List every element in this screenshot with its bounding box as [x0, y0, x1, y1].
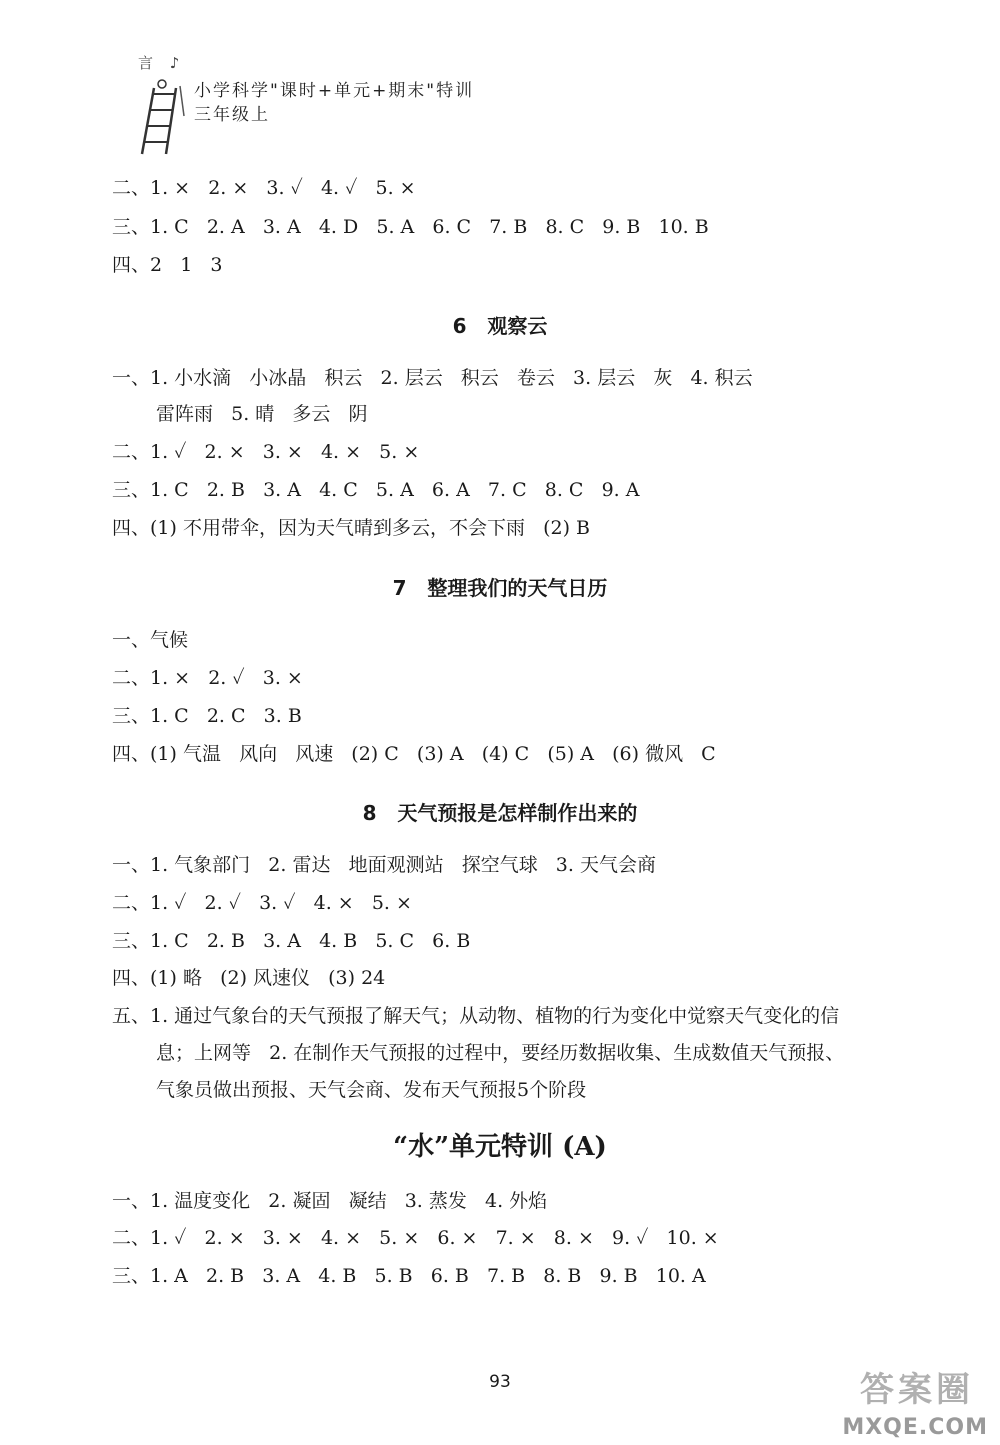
answer-line-continued: 气象员做出预报、天气会商、发布天气预报5个阶段 [156, 1079, 587, 1101]
answer-line: 四、2 1 3 [112, 254, 223, 276]
answer-line: 三、1. C 2. C 3. B [112, 705, 302, 727]
answer-line: 三、1. A 2. B 3. A 4. B 5. B 6. B 7. B 8. B 9. B 10. A [112, 1265, 706, 1287]
answer-line: 二、1. × 2. ✓ 3. × [112, 667, 303, 689]
answer-line: 二、1. ✓ 2. ✓ 3. ✓ 4. × 5. × [112, 892, 412, 914]
watermark-site-text: MXQE.COM [842, 1415, 988, 1440]
answer-line: 三、1. C 2. B 3. A 4. C 5. A 6. A 7. C 8. C 9. A [112, 479, 640, 501]
answer-line: 一、1. 温度变化 2. 凝固 凝结 3. 蒸发 4. 外焰 [112, 1190, 548, 1212]
answer-line: 四、(1) 不用带伞，因为天气晴到多云，不会下雨 (2) B [112, 517, 590, 539]
page-number: 93 [489, 1372, 511, 1392]
answer-line: 二、1. ✓ 2. × 3. × 4. × 5. × 6. × 7. × 8. × 9. ✓ 10. × [112, 1227, 719, 1249]
answer-line-continued: 雷阵雨 5. 晴 多云 阴 [156, 403, 368, 425]
book-series-title: 小学科学"课时+单元+期末"特训 [194, 81, 475, 101]
section-title-7: 7 整理我们的天气日历 [392, 576, 608, 600]
answer-line: 一、1. 气象部门 2. 雷达 地面观测站 探空气球 3. 天气会商 [112, 854, 656, 876]
answer-line: 五、1. 通过气象台的天气预报了解天气；从动物、植物的行为变化中觉察天气变化的信 [112, 1005, 840, 1027]
section-title-8: 8 天气预报是怎样制作出来的 [362, 801, 638, 825]
answer-line-continued: 息；上网等 2. 在制作天气预报的过程中，要经历数据收集、生成数值天气预报、 [156, 1042, 845, 1064]
page-header [128, 48, 528, 158]
section-title-6: 6 观察云 [452, 314, 548, 338]
answer-line: 四、(1) 气温 风向 风速 (2) C (3) A (4) C (5) A (6) 微风 C [112, 743, 716, 765]
answer-line: 二、1. ✓ 2. × 3. × 4. × 5. × [112, 441, 420, 463]
ladder-illustration-icon [132, 76, 192, 156]
watermark-logo [778, 1360, 988, 1440]
handwritten-signature: 言 ♪ [138, 54, 186, 72]
unit-title: “水”单元特训 (A) [393, 1132, 607, 1162]
book-grade-label: 三年级上 [194, 105, 270, 125]
answer-line: 四、(1) 略 (2) 风速仪 (3) 24 [112, 967, 386, 989]
answer-line: 三、1. C 2. A 3. A 4. D 5. A 6. C 7. B 8. C 9. B 10. B [112, 216, 709, 238]
answer-line: 一、1. 小水滴 小冰晶 积云 2. 层云 积云 卷云 3. 层云 灰 4. 积云 [112, 367, 753, 389]
answer-line: 二、1. × 2. × 3. ✓ 4. ✓ 5. × [112, 177, 416, 199]
answer-line: 三、1. C 2. B 3. A 4. B 5. C 6. B [112, 930, 471, 952]
watermark-logo-text: 答案圈 [860, 1370, 974, 1410]
answer-line: 一、气候 [112, 629, 189, 651]
